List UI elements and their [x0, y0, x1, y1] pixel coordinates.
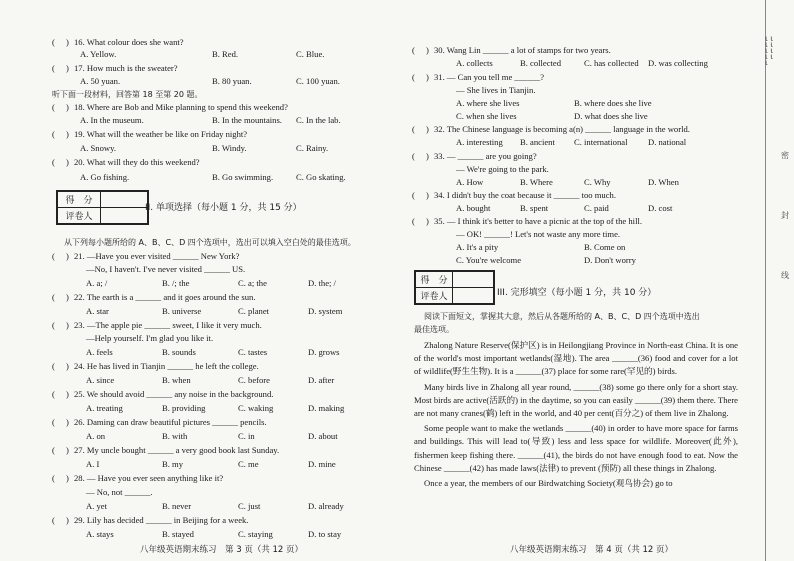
question-17: ( ) 17. How much is the sweater?	[52, 63, 178, 73]
passage-paragraph-4: Once a year, the members of our Birdwatching Society(观鸟协会) go to	[424, 478, 673, 489]
question-23-line2: —Help yourself. I'm glad you like it.	[86, 333, 214, 343]
option-a[interactable]: A. In the museum.	[80, 115, 144, 125]
option-c[interactable]: C. In the lab.	[296, 115, 341, 125]
option-b[interactable]: B. with	[162, 431, 188, 441]
section-3-passage	[414, 311, 738, 490]
option-b[interactable]: B. Windy.	[212, 143, 247, 153]
option-b[interactable]: B. Red.	[212, 49, 239, 59]
option-b[interactable]: B. Come on	[584, 242, 626, 252]
option-b[interactable]: B. Where	[520, 177, 553, 187]
question-17-options	[52, 75, 352, 88]
option-d[interactable]: D. national	[648, 137, 687, 147]
option-b[interactable]: B. 80 yuan.	[212, 76, 252, 86]
option-d[interactable]: D. already	[308, 501, 344, 511]
question-20-options	[52, 171, 352, 184]
question-24: ( ) 24. He has lived in Tianjin ______ he left the college.	[52, 361, 259, 371]
question-34: ( ) 34. I didn't buy the coat because it ______ too much.	[412, 190, 616, 200]
question-23: ( ) 23. —The apple pie ______ sweet, I like it very much.	[52, 320, 262, 330]
question-26: ( ) 26. Daming can draw beautiful pictures ______ pencils.	[52, 417, 267, 427]
option-b[interactable]: B. Go swimming.	[212, 172, 274, 182]
question-27: ( ) 27. My uncle bought ______ a very good book last Sunday.	[52, 445, 280, 455]
option-d[interactable]: D. system	[308, 306, 343, 316]
option-a[interactable]: A. I	[86, 459, 100, 469]
option-c[interactable]: C. Blue.	[296, 49, 325, 59]
option-c[interactable]: C. paid	[584, 203, 609, 213]
option-a[interactable]: A. 50 yuan.	[80, 76, 121, 86]
option-b[interactable]: B. /; the	[162, 278, 190, 288]
option-d[interactable]: D. grows	[308, 347, 340, 357]
section-2-title: II. 单项选择（每小题 1 分，共 15 分）	[145, 203, 302, 213]
question-25: ( ) 25. We should avoid ______ any noise in the background.	[52, 389, 274, 399]
option-c[interactable]: C. when she lives	[456, 111, 517, 121]
question-18: ( ) 18. Where are Bob and Mike planning to spend this weekend?	[52, 102, 288, 112]
option-b[interactable]: B. providing	[162, 403, 206, 413]
option-c[interactable]: C. has collected	[584, 58, 639, 68]
option-c[interactable]: C. me	[238, 459, 259, 469]
grader-cell[interactable]	[101, 208, 148, 224]
question-32-options	[412, 136, 740, 149]
section-3-intro-1: 阅读下面短文，掌握其大意，然后从各题所给的 A、B、C、D 四个选项中选出	[424, 312, 700, 321]
question-31-line2: — She lives in Tianjin.	[456, 85, 536, 95]
option-b[interactable]: B. never	[162, 501, 192, 511]
option-a[interactable]: A. How	[456, 177, 484, 187]
option-b[interactable]: B. when	[162, 375, 191, 385]
option-b[interactable]: B. In the mountains.	[212, 115, 282, 125]
score-label: 得 分	[416, 272, 453, 288]
page-footer-right: 八年级英语期末练习 第 4 页（共 12 页）	[510, 545, 674, 555]
question-29-options	[52, 528, 352, 541]
question-35-options-ab	[412, 241, 740, 254]
question-32: ( ) 32. The Chinese language is becoming a(n) ______ language in the world.	[412, 124, 690, 134]
question-18-options	[52, 114, 352, 127]
option-d[interactable]: D. making	[308, 403, 345, 413]
option-b[interactable]: B. stayed	[162, 529, 194, 539]
option-c[interactable]: C. a; the	[238, 278, 267, 288]
page-footer-left: 八年级英语期末练习 第 3 页（共 12 页）	[140, 545, 304, 555]
option-d[interactable]: D. When	[648, 177, 679, 187]
option-b[interactable]: B. universe	[162, 306, 202, 316]
section-3-title: III. 完形填空（每小题 1 分，共 10 分）	[497, 288, 657, 298]
question-22: ( ) 22. The earth is a ______ and it goes around the sun.	[52, 292, 256, 302]
option-b[interactable]: B. sounds	[162, 347, 196, 357]
option-c[interactable]: C. tastes	[238, 347, 268, 357]
question-21-options	[52, 277, 352, 290]
question-35-options-cd	[412, 254, 740, 267]
question-30-options	[412, 57, 740, 70]
option-d[interactable]: D. to stay	[308, 529, 342, 539]
option-a[interactable]: A. feels	[86, 347, 113, 357]
option-a[interactable]: A. Yellow.	[80, 49, 117, 59]
option-c[interactable]: C. staying	[238, 529, 273, 539]
grader-cell[interactable]	[453, 288, 494, 304]
grader-label: 评卷人	[58, 208, 101, 224]
passage-paragraph-2: Many birds live in Zhalong all year round, ______(38) some go there only for a short stay. Most birds are active(活跃的) in the daytime, so you can easily ______(39) them there. There are not many cranes(鹤) left in the world, and 40 per cent(百分之) of them live in Zhalong.	[414, 381, 738, 419]
section-2-intro: 从下列每小题所给的 A、B、C、D 四个选项中，选出可以填入空白处的最佳选项。	[64, 238, 356, 247]
question-24-options	[52, 374, 352, 387]
question-28-options	[52, 500, 352, 513]
option-c[interactable]: C. Rainy.	[296, 143, 329, 153]
passage-paragraph-3: Some people want to make the wetlands ______(40) in order to have more space for farms and buildings. This will lead to(导致) less and less space for wildlife. Moreover(此外), fishermen keep fishing there. ______(41), the birds do not have enough food to eat. Now the Chinese ______(42) has made laws(法律) to prevent (预防) all these things in Zhalong.	[414, 423, 738, 473]
option-b[interactable]: B. spent	[520, 203, 549, 213]
option-c[interactable]: C. Why	[584, 177, 611, 187]
seal-mark-1: 密	[781, 151, 789, 160]
question-27-options	[52, 458, 352, 471]
option-d[interactable]: D. Don't worry	[584, 255, 636, 265]
score-box-section2	[56, 190, 149, 225]
option-c[interactable]: C. in	[238, 431, 255, 441]
seal-mark-3: 线	[781, 271, 789, 280]
option-a[interactable]: A. a; /	[86, 278, 108, 288]
option-a[interactable]: A. on	[86, 431, 106, 441]
question-21-line2: —No, I haven't. I've never visited ______ US.	[86, 264, 246, 274]
question-19: ( ) 19. What will the weather be like on Friday night?	[52, 129, 248, 139]
option-a[interactable]: A. star	[86, 306, 109, 316]
question-16-options	[52, 48, 352, 61]
option-a[interactable]: A. yet	[86, 501, 108, 511]
question-20: ( ) 20. What will they do this weekend?	[52, 157, 200, 167]
option-d[interactable]: D. the; /	[308, 278, 336, 288]
score-label: 得 分	[58, 192, 101, 208]
option-a[interactable]: A. bought	[456, 203, 491, 213]
option-a[interactable]: A. Go fishing.	[80, 172, 130, 182]
option-b[interactable]: B. ancient	[520, 137, 555, 147]
option-b[interactable]: B. where does she live	[574, 98, 652, 108]
grader-label: 评卷人	[416, 288, 453, 304]
option-a[interactable]: A. interesting	[456, 137, 503, 147]
option-d[interactable]: D. after	[308, 375, 335, 385]
option-a[interactable]: A. Snowy.	[80, 143, 116, 153]
question-19-options	[52, 142, 352, 155]
question-22-options	[52, 305, 352, 318]
question-33-line2: — We're going to the park.	[456, 164, 549, 174]
question-29: ( ) 29. Lily has decided ______ in Beijing for a week.	[52, 515, 249, 525]
score-box-section3	[414, 270, 495, 305]
question-31: ( ) 31. — Can you tell me ______?	[412, 72, 545, 82]
option-c[interactable]: C. before	[238, 375, 270, 385]
question-33-options	[412, 176, 740, 189]
question-34-options	[412, 202, 740, 215]
option-d[interactable]: D. cost	[648, 203, 673, 213]
question-30: ( ) 30. Wang Lin ______ a lot of stamps for two years.	[412, 45, 611, 55]
question-28: ( ) 28. — Have you ever seen anything like it?	[52, 473, 224, 483]
option-a[interactable]: A. since	[86, 375, 115, 385]
score-cell[interactable]	[101, 192, 148, 208]
seal-mark-2: 封	[781, 211, 789, 220]
question-33: ( ) 33. — ______ are you going?	[412, 151, 537, 161]
option-a[interactable]: A. It's a pity	[456, 242, 499, 252]
option-c[interactable]: C. You're welcome	[456, 255, 522, 265]
passage-paragraph-1: Zhalong Nature Reserve(保护区) is in Heilongjiang Province in North-east China. It is one of the world's most important wetlands(湿地). The area ______(36) food and cover for a lot of wildlife(野生生物). It is a ______(37) place for some rare(罕见的) birds.	[414, 340, 738, 377]
listen-note: 听下面一段材料，回答第 18 至第 20 题。	[52, 90, 203, 99]
option-c[interactable]: C. 100 yuan.	[296, 76, 340, 86]
option-a[interactable]: A. treating	[86, 403, 123, 413]
question-28-line2: — No, not ______.	[86, 487, 153, 497]
question-31-options-ab	[412, 97, 740, 110]
question-21: ( ) 21. —Have you ever visited ______ New York?	[52, 251, 240, 261]
option-b[interactable]: B. my	[162, 459, 184, 469]
question-25-options	[52, 402, 352, 415]
option-d[interactable]: D. mine	[308, 459, 336, 469]
option-c[interactable]: C. international	[574, 137, 628, 147]
option-b[interactable]: B. collected	[520, 58, 562, 68]
question-35: ( ) 35. — I think it's better to have a picnic at the top of the hill.	[412, 216, 642, 226]
option-a[interactable]: A. where she lives	[456, 98, 520, 108]
question-23-options	[52, 346, 352, 359]
option-c[interactable]: C. Go skating.	[296, 172, 346, 182]
option-d[interactable]: D. was collecting	[648, 58, 708, 68]
tick-marks: ι ι ι ι ι ι ι ι ι	[765, 34, 773, 67]
binding-margin	[745, 0, 794, 561]
score-cell[interactable]	[453, 272, 494, 288]
option-a[interactable]: A. collects	[456, 58, 493, 68]
question-16: ( ) 16. What colour does she want?	[52, 37, 184, 47]
option-d[interactable]: D. about	[308, 431, 338, 441]
question-26-options	[52, 430, 352, 443]
question-31-options-cd	[412, 110, 740, 123]
section-3-intro-2: 最佳选项。	[414, 325, 454, 334]
option-a[interactable]: A. stays	[86, 529, 114, 539]
option-c[interactable]: C. waking	[238, 403, 274, 413]
option-d[interactable]: D. what does she live	[574, 111, 648, 121]
option-c[interactable]: C. just	[238, 501, 261, 511]
option-c[interactable]: C. planet	[238, 306, 270, 316]
question-35-line2: — OK! ______! Let's not waste any more time.	[456, 229, 621, 239]
